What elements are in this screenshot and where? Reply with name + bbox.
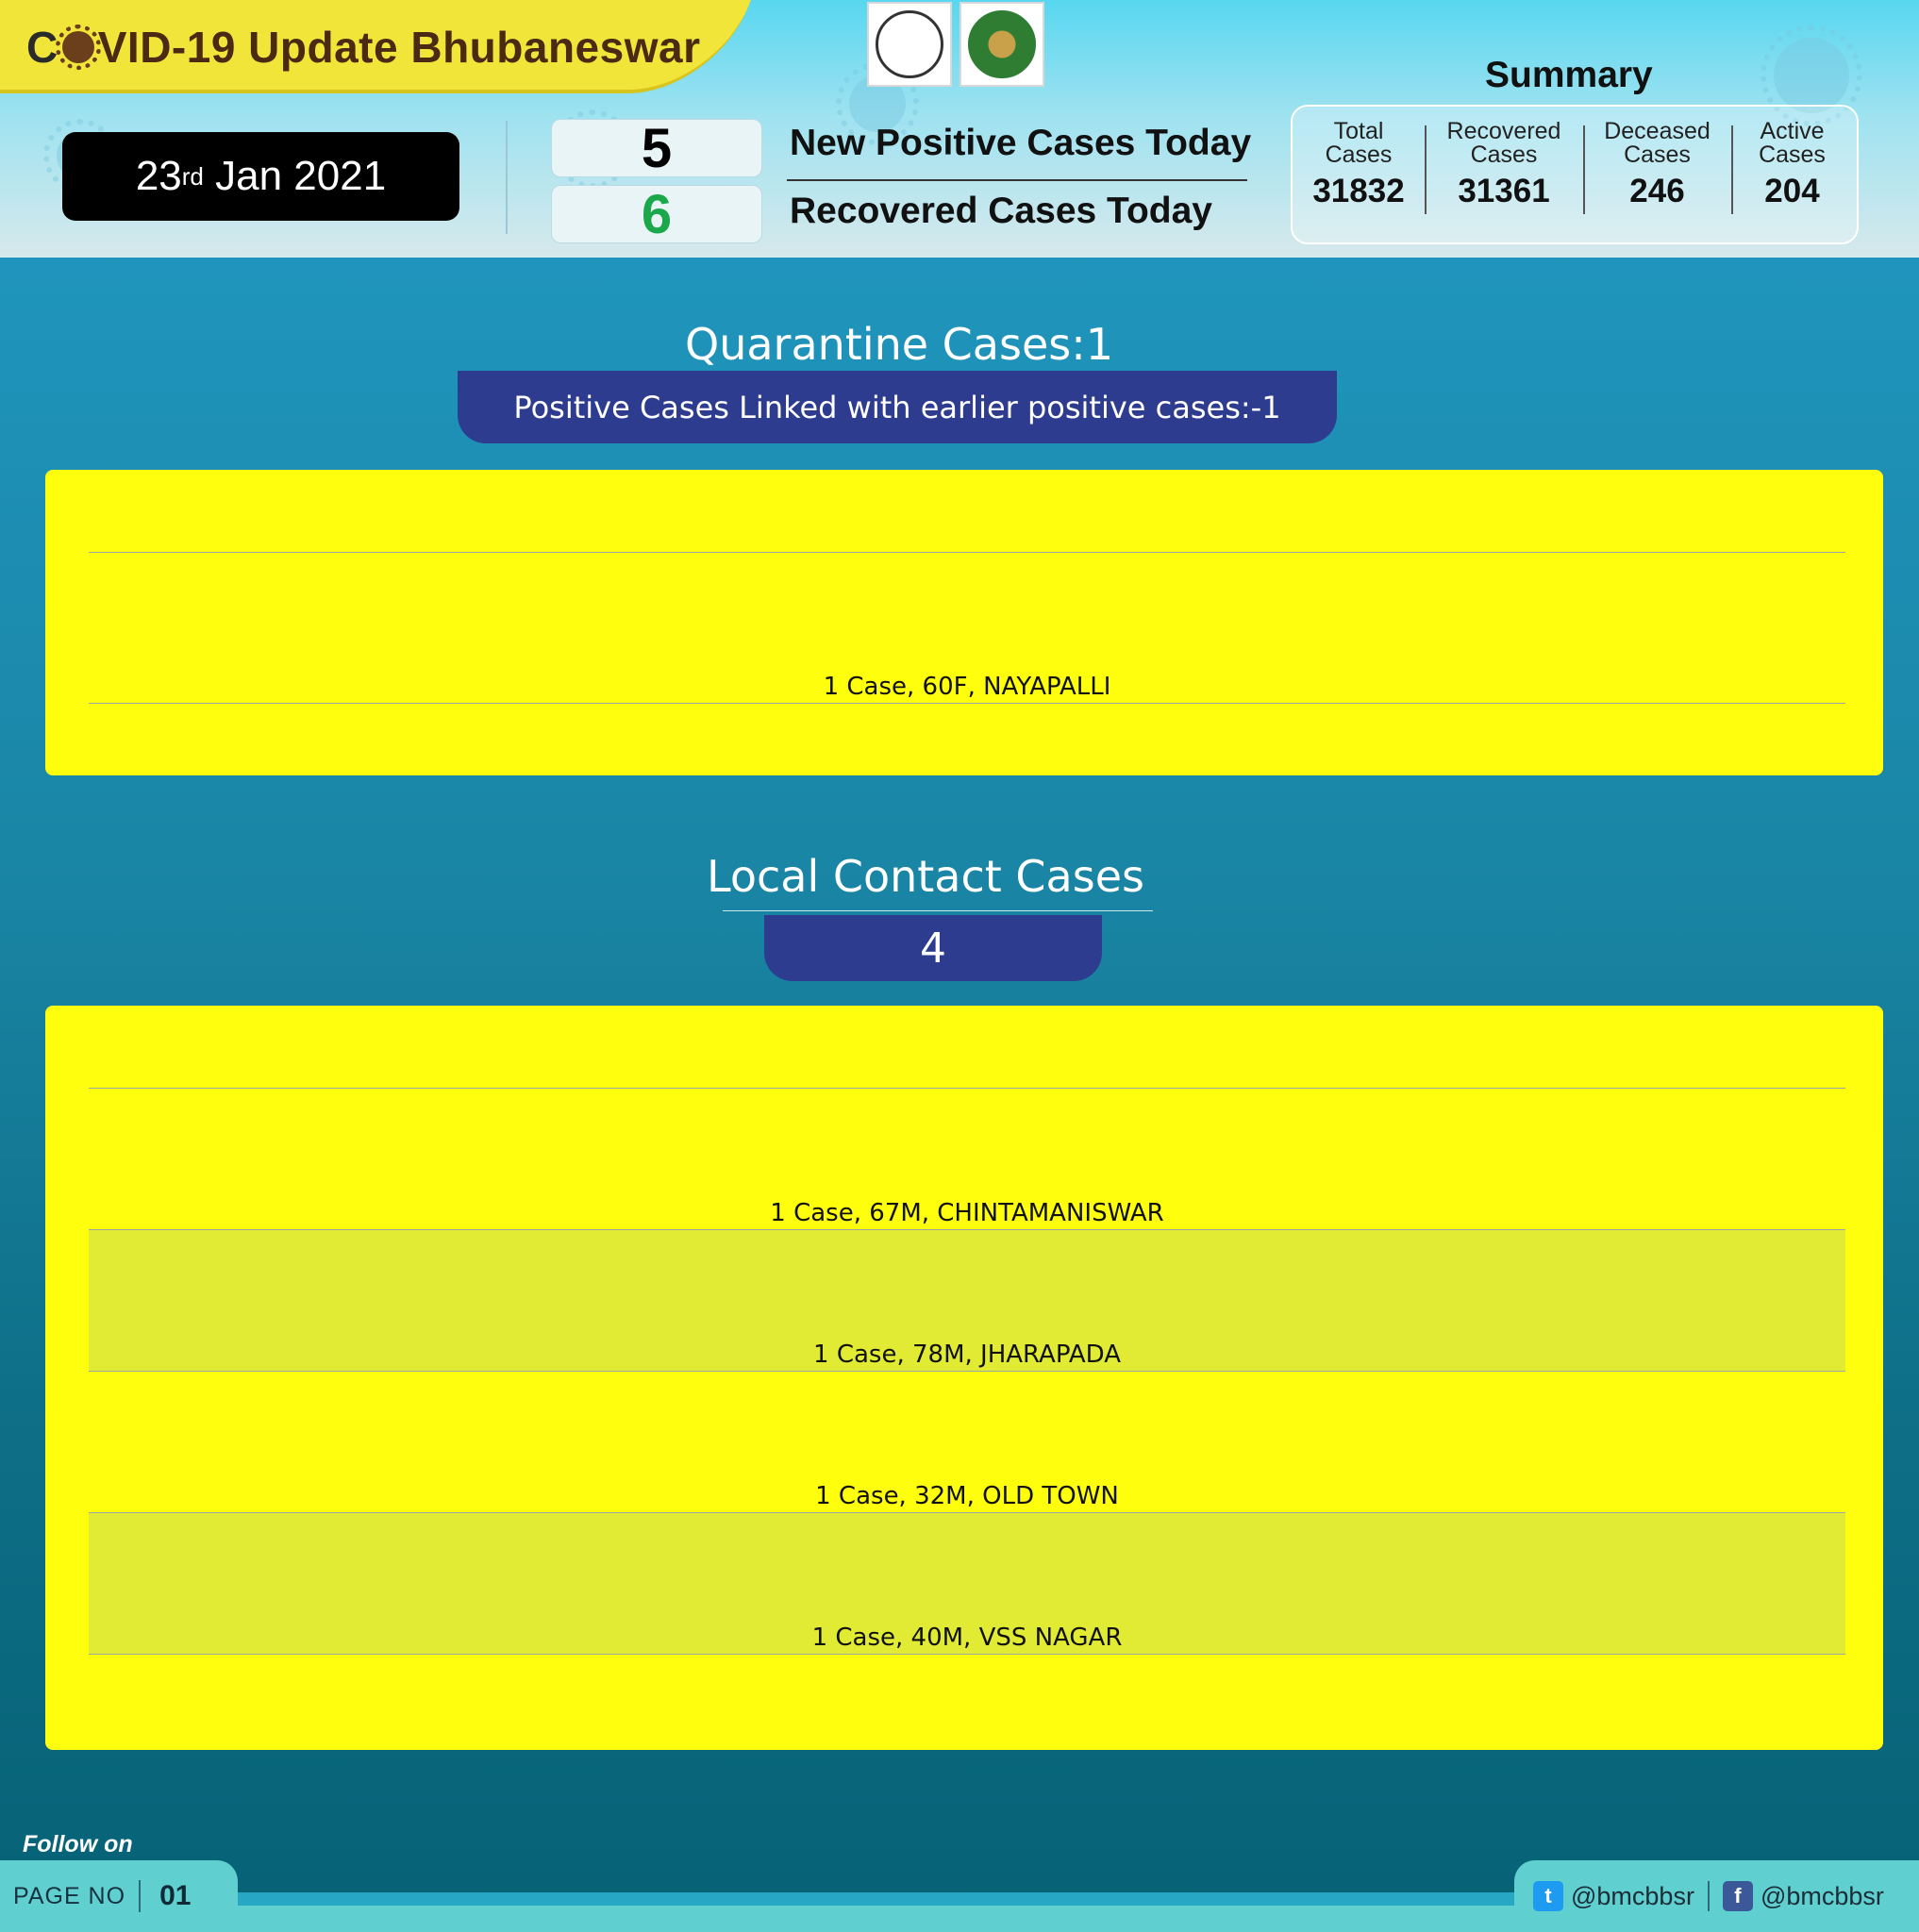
summary-label: Recovered Cases [1446,118,1561,168]
summary-title: Summary [1485,55,1653,95]
summary-value: 204 [1764,173,1820,209]
recovered-today-label: Recovered Cases Today [790,191,1212,231]
twitter-handle[interactable]: @bmcbbsr [1571,1881,1694,1910]
summary-box [1291,105,1859,244]
social-separator [1708,1881,1710,1911]
odisha-emblem-logo [867,2,952,87]
title-letter-c: C [26,23,58,72]
header-divider [506,121,508,234]
social-tab [1514,1860,1919,1932]
header [0,0,1919,258]
local-contact-title: Local Contact Cases [707,851,1144,902]
summary-label: Deceased Cases [1604,118,1710,168]
bmc-logo [960,2,1044,87]
page-separator [139,1880,141,1912]
quarantine-banner: Positive Cases Linked with earlier positive cases:-1 [458,371,1337,443]
table-row: 1 Case, 78M, JHARAPADA [89,1229,1845,1371]
quarantine-title: Quarantine Cases:1 [684,319,1113,370]
summary-value: 31832 [1312,173,1405,209]
facebook-handle[interactable]: @bmcbbsr [1760,1881,1884,1910]
summary-recovered [1425,107,1583,242]
virus-decoration-icon [1774,38,1849,113]
facebook-icon[interactable]: f [1723,1881,1753,1911]
title-text: VID-19 Update Bhubaneswar [97,23,701,72]
bmc-logo-icon [968,10,1036,78]
recovered-today-value: 6 [551,185,762,243]
stat-divider [787,179,1247,181]
new-cases-value: 5 [551,119,762,177]
row-divider [89,703,1845,704]
row-divider [89,1654,1845,1655]
summary-deceased [1583,107,1731,242]
page-number: 01 [159,1880,192,1911]
date-month-year: Jan 2021 [203,153,387,199]
new-cases-label: New Positive Cases Today [790,123,1252,163]
virus-icon [62,31,94,63]
summary-active [1731,107,1853,242]
table-row: 1 Case, 60F, NAYAPALLI [89,552,1845,703]
table-row: 1 Case, 32M, OLD TOWN [89,1371,1845,1512]
odisha-emblem-icon [876,10,943,78]
date-badge [62,132,459,221]
summary-label: Total Cases [1325,118,1393,168]
date-day: 23 [135,153,182,199]
date-suffix: rd [181,161,204,191]
page-title [26,19,701,75]
summary-label: Active Cases [1759,118,1826,168]
page-label: PAGE NO [13,1882,126,1909]
local-contact-underline [723,910,1153,911]
follow-label: Follow on [23,1831,133,1857]
summary-value: 246 [1629,173,1685,209]
quarantine-panel [45,470,1883,775]
table-row: 1 Case, 67M, CHINTAMANISWAR [89,1088,1845,1229]
twitter-icon[interactable]: t [1533,1881,1563,1911]
page-number-tab [0,1860,238,1932]
local-contact-count: 4 [764,915,1102,981]
summary-value: 31361 [1458,173,1550,209]
table-row: 1 Case, 40M, VSS NAGAR [89,1512,1845,1654]
summary-total [1293,107,1425,242]
local-contact-panel [45,1006,1883,1750]
